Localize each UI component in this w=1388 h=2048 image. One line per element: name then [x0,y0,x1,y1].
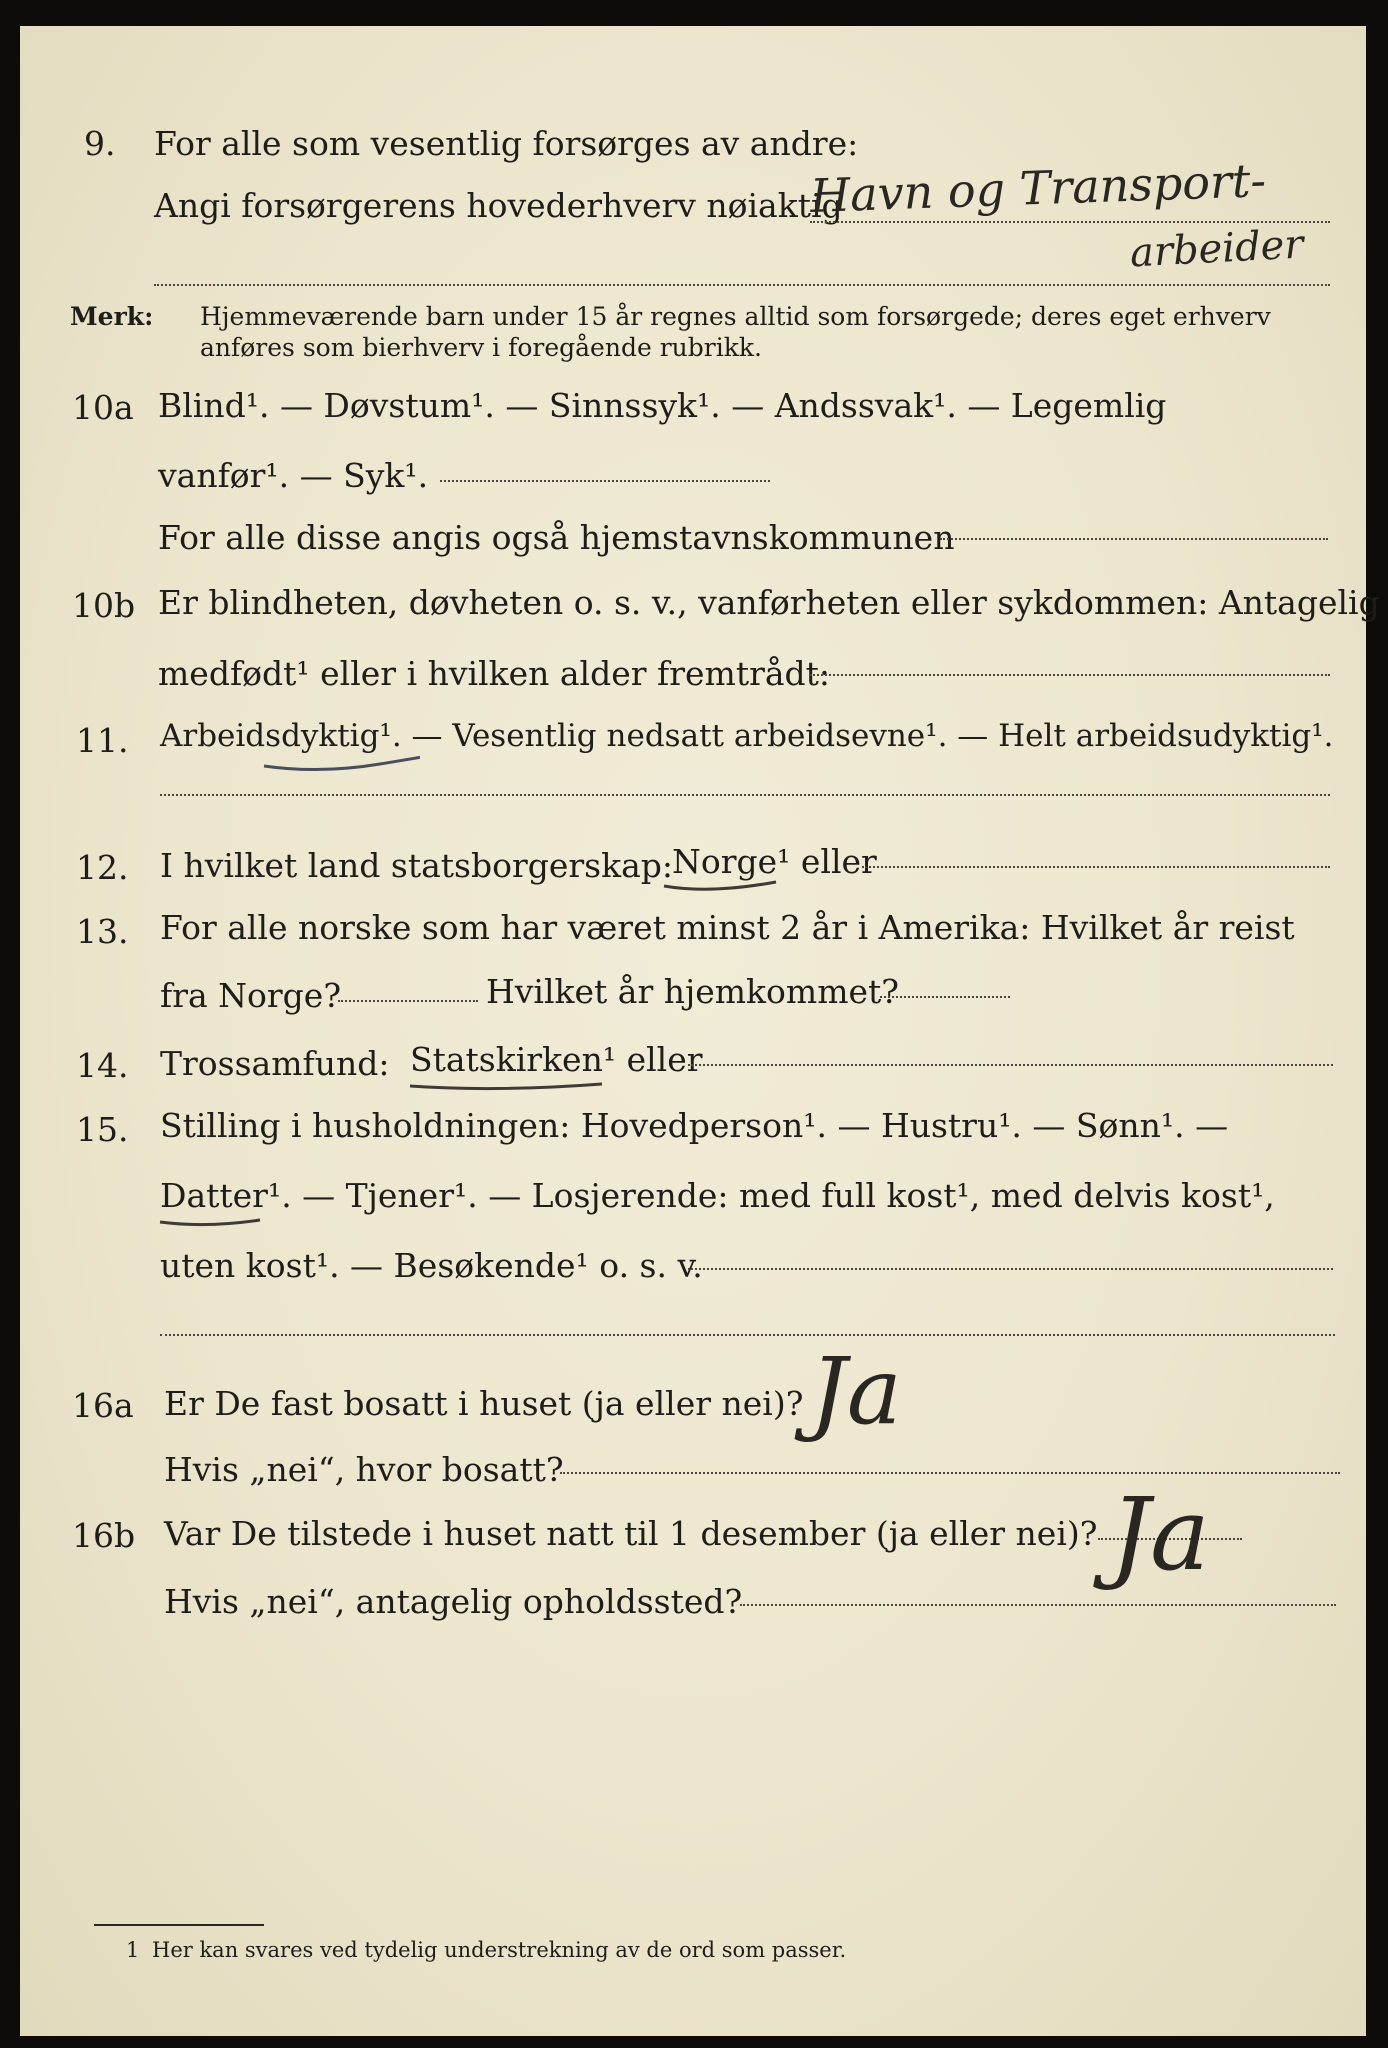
q12-label: I hvilket land statsborgerskap: [160,846,674,885]
q10a-line2: vanfør¹. — Syk¹. [158,456,429,495]
q10a-home-municipality-line [940,538,1328,540]
census-form-page [20,26,1380,2036]
q16b-handwritten-answer: Ja [1110,1476,1210,1593]
q15-line1: Stilling i husholdningen: Hovedperson¹. — Hustru¹. — Sønn¹. — [160,1106,1229,1145]
q10b-number: 10b [72,586,136,625]
footnote-mark: 1 [126,1938,140,1962]
q10a-number: 10a [72,388,134,427]
q13-number: 13. [76,912,129,951]
q14-number: 14. [76,1046,129,1085]
q9-line1: For alle som vesentlig forsørges av andre: [154,124,859,163]
q10a-answer-line [440,480,770,482]
q9-number: 9. [84,124,116,163]
q10b-line1: Er blindheten, døvheten o. s. v., vanførheten eller sykdommen: Antagelig [158,583,1380,622]
q10b-line2: medfødt¹ eller i hvilken alder fremtrådt: [158,654,831,693]
q12-answer-line [862,866,1330,868]
q14-handwritten-underline [406,1076,606,1096]
q12-handwritten-underline [660,876,780,896]
q16a-handwritten-answer: Ja [810,1338,902,1445]
q14-label: Trossamfund: [160,1044,390,1083]
q10b-answer-line [810,674,1330,676]
merk-label: Merk: [70,302,154,331]
q16b-location-line [740,1604,1336,1606]
q15-number: 15. [76,1110,129,1149]
q13-departure-year-line [338,1000,478,1002]
q12-number: 12. [76,848,129,887]
q10a-line3: For alle disse angis også hjemstavnskommunen [158,518,955,557]
q16b-number: 16b [72,1516,136,1555]
q13-return-year-line [880,996,1010,998]
q16a-number: 16a [72,1386,134,1425]
q13-line2a: fra Norge? [160,976,342,1015]
q16a-line1: Er De fast bosatt i huset (ja eller nei)? [164,1384,804,1423]
q9-handwritten-answer-2: arbeider [1128,221,1305,277]
q11-handwritten-underline [260,752,420,776]
q14-answer-line [688,1064,1333,1066]
q12-option: Norge¹ eller [672,842,877,881]
q13-line2b: Hvilket år hjemkommet? [486,972,899,1011]
q15-line2: Datter¹. — Tjener¹. — Losjerende: med full kost¹, med delvis kost¹, [160,1176,1275,1215]
q10a-line1: Blind¹. — Døvstum¹. — Sinnssyk¹. — Andssvak¹. — Legemlig [158,386,1167,425]
footnote-rule [94,1924,264,1926]
merk-line1: Hjemmeværende barn under 15 år regnes alltid som forsørgede; deres eget erhverv [200,302,1271,331]
q16a-answer-line [560,1472,1340,1474]
q13-line1: For alle norske som har været minst 2 år i Amerika: Hvilket år reist [160,908,1295,947]
footnote-text: Her kan svares ved tydelig understrekning av de ord som passer. [152,1938,847,1962]
q16a-line2: Hvis „nei“, hvor bosatt? [164,1450,564,1489]
merk-line2: anføres som bierhverv i foregående rubrikk. [200,333,762,362]
q11-answer-line [160,794,1330,796]
q11-number: 11. [76,721,129,760]
q15-line3: uten kost¹. — Besøkende¹ o. s. v. [160,1246,703,1285]
q9-handwritten-answer-1: Havn og Transport- [809,153,1267,223]
q9-answer-line-2 [154,284,1330,286]
q14-option: Statskirken¹ eller [410,1040,703,1079]
q16b-line1: Var De tilstede i huset natt til 1 desember (ja eller nei)? [164,1514,1098,1553]
q11-line1: Arbeidsdyktig¹. — Vesentlig nedsatt arbeidsevne¹. — Helt arbeidsudyktig¹. [160,718,1334,754]
q15-answer-line [688,1268,1333,1270]
q15-handwritten-underline [156,1212,266,1232]
q16b-line2: Hvis „nei“, antagelig opholdssted? [164,1582,743,1621]
q9-line2: Angi forsørgerens hovederhverv nøiaktig [154,186,843,225]
q15-answer-line-2 [160,1334,1335,1336]
q9-answer-line [810,221,1330,223]
